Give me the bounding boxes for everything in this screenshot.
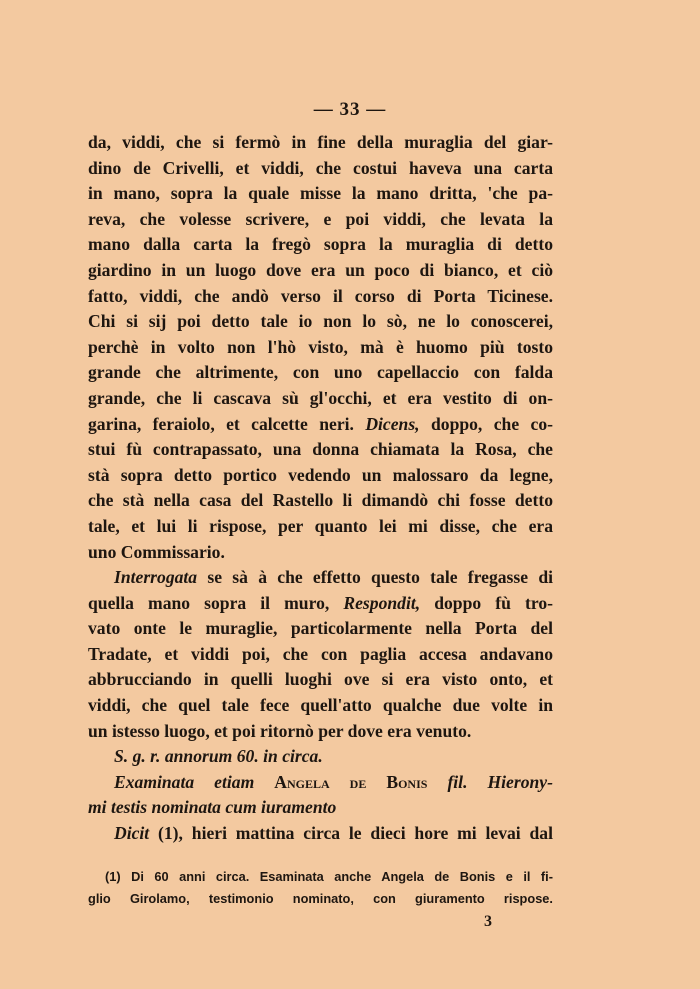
main-text — [88, 130, 553, 847]
text-segment: doppo, che co- — [430, 413, 553, 434]
text-line: un istesso luogo, et poi ritornò per dove era venuto. — [88, 720, 472, 741]
text-line — [88, 591, 553, 617]
text-line: perchè in volto non l'hò visto, mà è huomo più tosto — [88, 336, 553, 357]
text-line — [88, 744, 553, 770]
text-line: stà sopra detto portico vedendo un malossaro da legne, — [88, 464, 553, 485]
text-line: giardino in un luogo dove era un poco di bianco, et ciò — [88, 259, 553, 280]
text-segment: se sà à che effetto questo tale fregasse di — [207, 567, 553, 588]
text-segment-italic: mi testis nominata cum iuramento — [88, 797, 337, 818]
text-segment-smallcaps: Angela de Bonis — [274, 771, 428, 792]
text-line — [88, 821, 553, 847]
text-segment: hieri mattina circa le dieci hore mi levai dal — [191, 823, 553, 844]
text-line: grande che altrimente, con uno capellaccio con falda — [88, 362, 553, 383]
text-segment: doppo fù tro- — [434, 592, 553, 613]
text-line — [88, 795, 553, 821]
text-segment-italic: fil. Hierony- — [447, 771, 553, 792]
footnote-line: (1) Di 60 anni circa. Esaminata anche Angela de Bonis e il fi- — [105, 869, 553, 884]
footnote — [88, 866, 553, 910]
text-line: tale, et lui li rispose, per quanto lei mi disse, che era — [88, 515, 553, 536]
text-line — [88, 565, 553, 591]
footnote-marker: (1), — [158, 823, 183, 844]
text-line: da, viddi, che si fermò in fine della muraglia del giar- — [88, 132, 553, 152]
text-line: grande, che li cascava sù gl'occhi, et era vestito di on- — [88, 387, 553, 408]
text-line: vato onte le muraglie, particolarmente nella Porta del — [88, 618, 553, 639]
text-line — [88, 412, 553, 438]
text-segment-italic: Dicit — [114, 823, 150, 844]
text-line: uno Commissario. — [88, 541, 225, 562]
text-segment-italic: Respondit, — [343, 592, 421, 613]
text-line: fatto, viddi, che andò verso il corso di Porta Ticinese. — [88, 285, 553, 306]
text-segment-italic: Dicens, — [365, 413, 420, 434]
text-line: viddi, che quel tale fece quell'atto qualche due volte in — [88, 695, 553, 716]
signature-mark: 3 — [484, 913, 492, 930]
text-line: reva, che volesse scrivere, e poi viddi, che levata la — [88, 208, 553, 229]
text-line — [88, 770, 553, 796]
footnote-line: glio Girolamo, testimonio nominato, con giuramento rispose. — [88, 891, 553, 906]
text-line: abbrucciando in quelli luoghi ove si era visto onto, et — [88, 669, 553, 690]
text-line: Tradate, et viddi poi, che con paglia accesa andavano — [88, 643, 553, 664]
text-line: in mano, sopra la quale misse la mano dritta, 'che pa- — [88, 183, 553, 204]
text-line: dino de Crivelli, et viddi, che costui haveva una carta — [88, 157, 553, 178]
text-line: che stà nella casa del Rastello li dimandò chi fosse detto — [88, 490, 553, 511]
text-segment: garina, feraiolo, et calcette neri. — [88, 413, 354, 434]
text-line: stui fù contrapassato, una donna chiamata la Rosa, che — [88, 439, 553, 460]
text-segment: quella mano sopra il muro, — [88, 592, 330, 613]
text-segment-italic: Interrogata — [114, 567, 198, 588]
text-segment-italic: S. g. r. annorum 60. in circa. — [114, 746, 323, 767]
text-line: Chi si sij poi detto tale io non lo sò, ne lo conoscerei, — [88, 311, 553, 332]
text-line: mano dalla carta la fregò sopra la muraglia di detto — [88, 234, 553, 255]
text-segment-italic: Examinata etiam — [114, 771, 255, 792]
page-number: — 33 — — [313, 99, 387, 120]
